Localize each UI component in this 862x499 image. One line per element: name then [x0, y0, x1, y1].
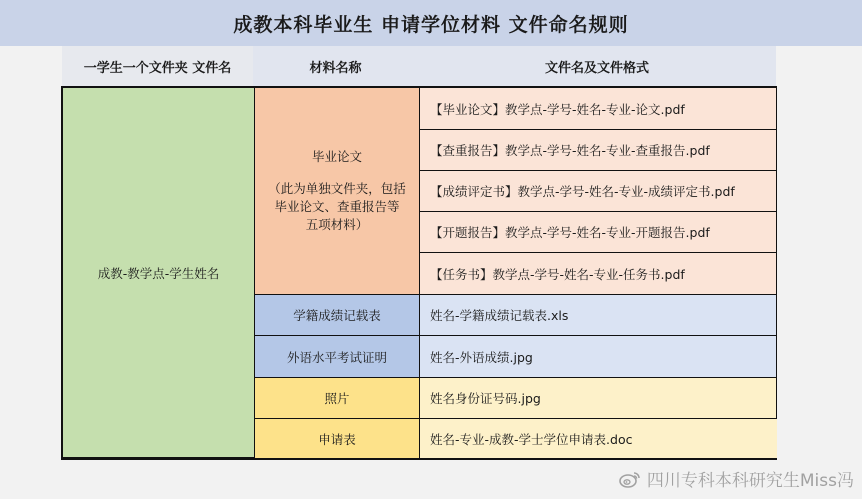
thesis-file-text: 【成绩评定书】教学点-学号-姓名-专业-成绩评定书.pdf [430, 184, 735, 199]
folder-name-cell [63, 88, 255, 458]
thesis-group-note-2: 毕业论文、查重报告等 [274, 199, 400, 214]
thesis-file-text: 【毕业论文】教学点-学号-姓名-专业-论文.pdf [430, 101, 685, 117]
thesis-file-text: 【任务书】教学点-学号-姓名-专业-任务书.pdf [430, 266, 685, 282]
weibo-icon [619, 470, 641, 488]
material-name-text: 学籍成绩记载表 [293, 308, 381, 323]
thesis-file-text: 【查重报告】教学点-学号-姓名-专业-查重报告.pdf [430, 143, 710, 158]
page-title: 成教本科毕业生 申请学位材料 文件命名规则 [0, 0, 862, 46]
watermark-text: 四川专科本科研究生Miss冯 [646, 471, 854, 491]
material-file-cell [420, 419, 777, 458]
header-folder-name: 一学生一个文件夹 文件名 [62, 46, 253, 86]
material-name-cell [255, 378, 420, 419]
thesis-group-note-1: （此为单独文件夹，包括 [268, 181, 406, 196]
header-file-format: 文件名及文件格式 [418, 46, 776, 86]
material-name-text: 照片 [324, 391, 350, 406]
thesis-file-row [420, 171, 777, 212]
thesis-group-cell [255, 88, 420, 295]
watermark [619, 466, 854, 491]
material-file-text: 姓名-学籍成绩记载表.xls [430, 308, 569, 323]
material-name-text: 申请表 [318, 431, 356, 447]
thesis-group-note-3: 五项材料） [305, 217, 369, 232]
thesis-file-text: 【开题报告】教学点-学号-姓名-专业-开题报告.pdf [430, 225, 710, 240]
thesis-file-row [420, 88, 777, 130]
thesis-file-row [420, 253, 777, 295]
material-name-cell [255, 419, 420, 458]
material-file-text: 姓名-外语成绩.jpg [430, 349, 533, 365]
folder-name-text: 成教-教学点-学生姓名 [97, 265, 220, 281]
header-material-name: 材料名称 [253, 46, 418, 86]
material-file-text: 姓名-专业-成教-学士学位申请表.doc [430, 431, 633, 447]
thesis-group-name: 毕业论文 [311, 149, 362, 164]
thesis-file-row [420, 212, 777, 253]
material-file-text: 姓名身份证号码.jpg [430, 391, 541, 406]
material-name-cell [255, 295, 420, 336]
material-file-cell [420, 378, 777, 419]
material-file-cell [420, 336, 777, 378]
material-file-cell [420, 295, 777, 336]
naming-rules-table [61, 86, 777, 460]
material-name-cell [255, 336, 420, 378]
material-name-text: 外语水平考试证明 [286, 349, 387, 365]
thesis-file-row [420, 130, 777, 171]
